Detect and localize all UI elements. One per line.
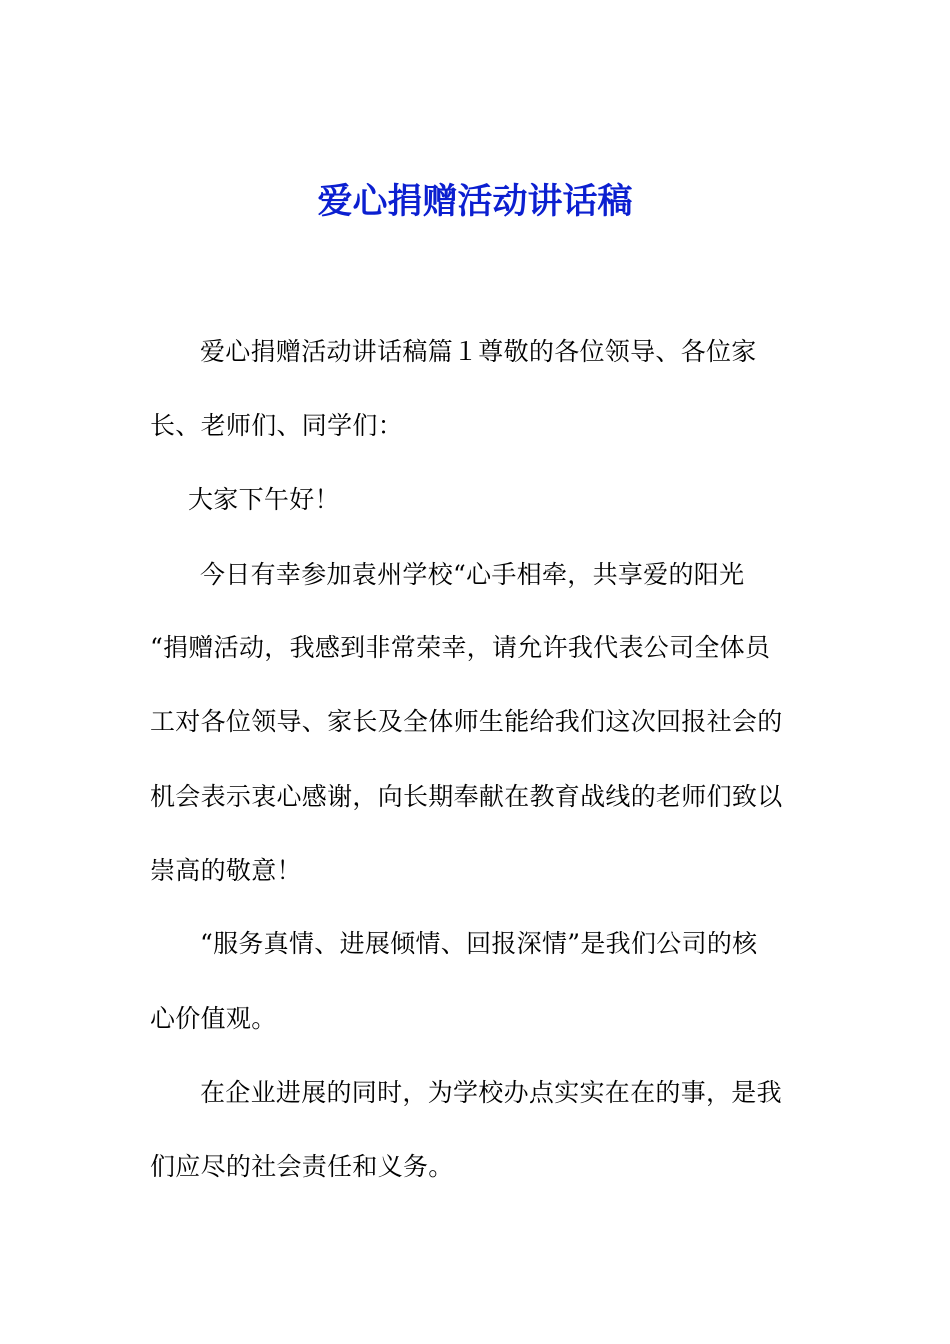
paragraph-line: 爱心捐赠活动讲话稿篇１尊敬的各位领导、各位家 bbox=[200, 337, 757, 366]
paragraph-line: 在企业进展的同时，为学校办点实实在在的事，是我 bbox=[200, 1078, 782, 1107]
paragraph-line: 工对各位领导、家长及全体师生能给我们这次回报社会的 bbox=[150, 707, 783, 736]
paragraph-line: 今日有幸参加袁州学校“心手相牵，共享爱的阳光 bbox=[200, 560, 745, 589]
paragraph-line: 心价值观。 bbox=[150, 1004, 277, 1033]
paragraph-line: 长、老师们、同学们： bbox=[150, 411, 404, 440]
paragraph-line: 崇高的敬意！ bbox=[150, 856, 302, 885]
paragraph-line: 机会表示衷心感谢，向长期奉献在教育战线的老师们致以 bbox=[150, 782, 783, 811]
paragraph-line: 大家下午好！ bbox=[188, 485, 340, 514]
document-title: 爱心捐赠活动讲话稿 bbox=[317, 182, 633, 222]
paragraph-line: 们应尽的社会责任和义务。 bbox=[150, 1152, 454, 1181]
paragraph-line: “捐赠活动，我感到非常荣幸，请允许我代表公司全体员 bbox=[150, 633, 771, 662]
paragraph-line: “服务真情、进展倾情、回报深情”是我们公司的核 bbox=[200, 929, 758, 958]
